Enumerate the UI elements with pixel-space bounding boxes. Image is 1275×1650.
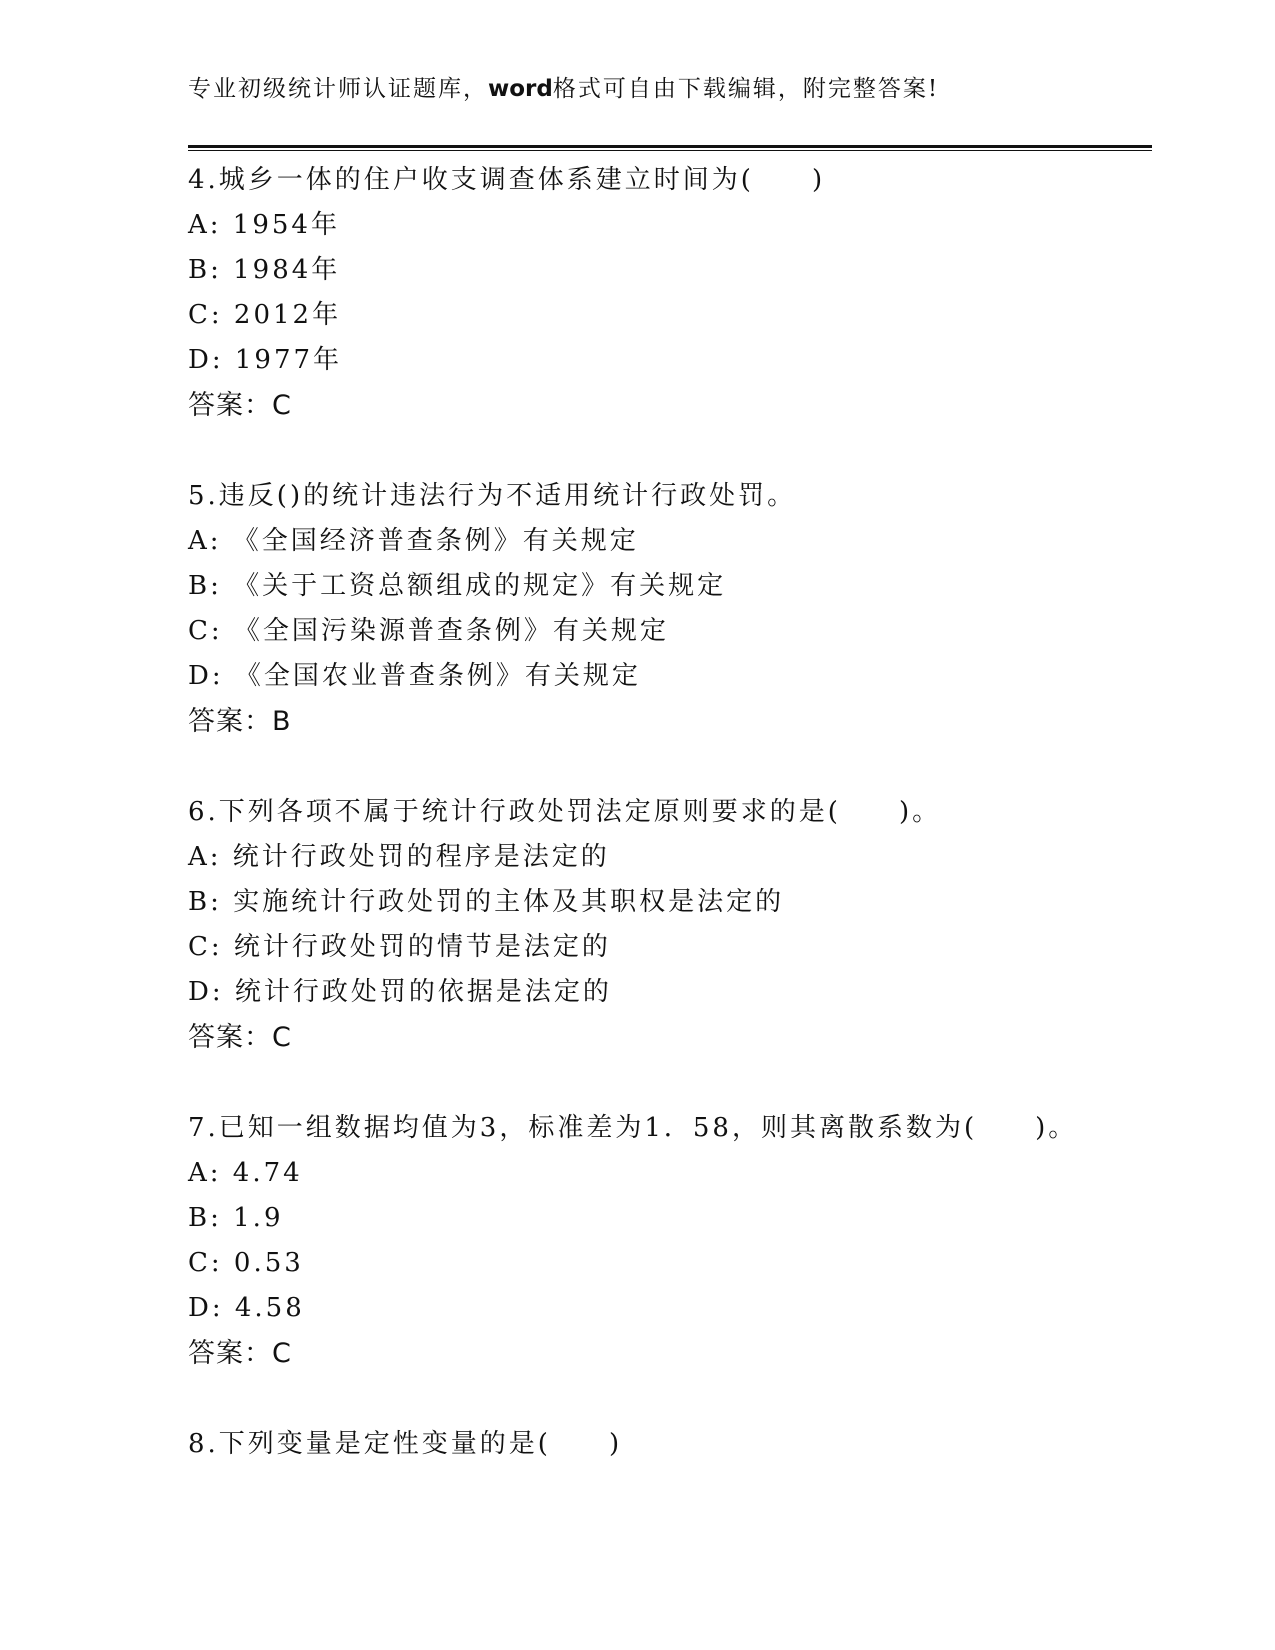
option-a: A: 4.74	[188, 1158, 303, 1188]
question-gap	[188, 428, 1152, 474]
question-gap	[188, 1060, 1152, 1106]
option-c: C: 0.53	[188, 1248, 304, 1278]
option-a: A: 《全国经济普查条例》有关规定	[188, 526, 639, 556]
option-c: C: 《全国污染源普查条例》有关规定	[188, 616, 669, 646]
header-text-before: 专业初级统计师认证题库，	[188, 76, 488, 102]
answer-line: 答案：B	[188, 706, 292, 737]
question-stem: 7.已知一组数据均值为3，标准差为1．58，则其离散系数为( )。	[188, 1113, 1078, 1143]
question-4	[188, 158, 1152, 428]
question-7	[188, 1106, 1152, 1376]
page-header	[188, 72, 939, 106]
option-d: D: 4.58	[188, 1293, 305, 1323]
header-rule-thin	[188, 150, 1152, 151]
question-6	[188, 790, 1152, 1060]
option-b: B: 1.9	[188, 1203, 284, 1233]
answer-line: 答案：C	[188, 390, 292, 421]
question-stem: 4.城乡一体的住户收支调查体系建立时间为( )	[188, 165, 826, 195]
question-gap	[188, 1376, 1152, 1422]
option-d: D: 统计行政处罚的依据是法定的	[188, 977, 612, 1007]
question-stem: 6.下列各项不属于统计行政处罚法定原则要求的是( )。	[188, 797, 942, 827]
question-stem: 8.下列变量是定性变量的是( )	[188, 1429, 623, 1459]
answer-line: 答案：C	[188, 1022, 292, 1053]
header-rule-thick	[188, 145, 1152, 148]
question-gap	[188, 744, 1152, 790]
option-c: C: 2012年	[188, 300, 342, 330]
answer-line: 答案：C	[188, 1338, 292, 1369]
option-b: B: 《关于工资总额组成的规定》有关规定	[188, 571, 727, 601]
question-5	[188, 474, 1152, 744]
question-8	[188, 1422, 1152, 1467]
option-c: C: 统计行政处罚的情节是法定的	[188, 932, 611, 962]
header-text-after: 格式可自由下载编辑，附完整答案!	[552, 76, 940, 102]
option-d: D: 1977年	[188, 345, 343, 375]
question-stem: 5.违反()的统计违法行为不适用统计行政处罚。	[188, 481, 797, 511]
header-text-word: word	[488, 76, 553, 102]
question-list	[188, 158, 1152, 1467]
option-d: D: 《全国农业普查条例》有关规定	[188, 661, 641, 691]
option-b: B: 1984年	[188, 255, 341, 285]
option-a: A: 统计行政处罚的程序是法定的	[188, 842, 610, 872]
option-b: B: 实施统计行政处罚的主体及其职权是法定的	[188, 887, 785, 917]
option-a: A: 1954年	[188, 210, 340, 240]
